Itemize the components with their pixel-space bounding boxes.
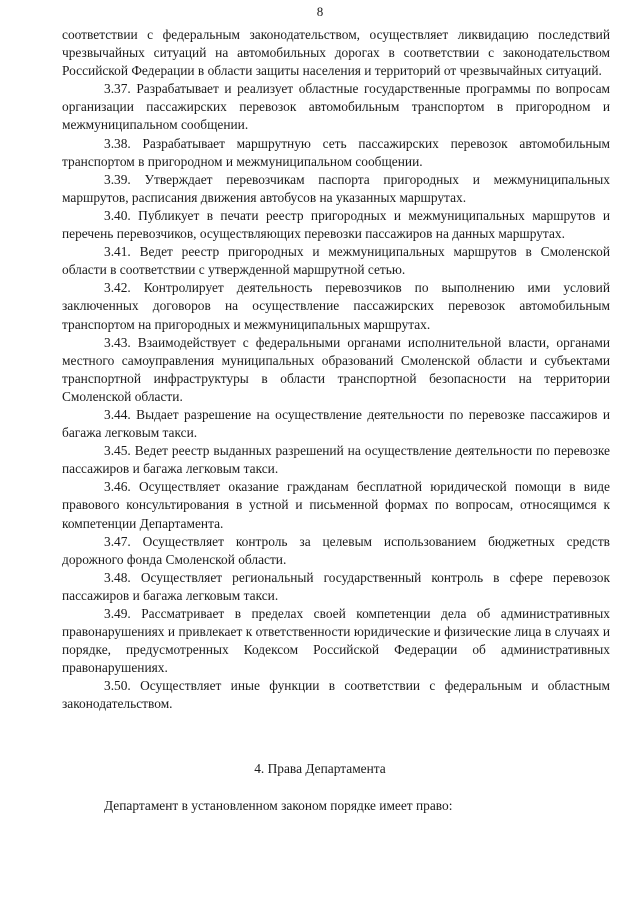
paragraph-3-47: 3.47. Осуществляет контроль за целевым использованием бюджетных средств дорожного фонда Смоленской области.: [62, 533, 610, 567]
section-heading: 4. Права Департамента: [254, 761, 386, 776]
paragraph-3-50: 3.50. Осуществляет иные функции в соответствии с федеральным и областным законодательством.: [62, 678, 610, 712]
paragraph-3-46: 3.46. Осуществляет оказание гражданам бесплатной юридической помощи в виде правового консультирования в устной и письменной формах по вопросам, относящимся к компетенции Департамента.: [62, 479, 610, 531]
closing-line: Департамент в установленном законом порядке имеет право:: [104, 798, 453, 813]
paragraph-3-44: 3.44. Выдает разрешение на осуществление деятельности по перевозке пассажиров и багажа легковым такси.: [62, 406, 610, 441]
paragraph-3-49: 3.49. Рассматривает в пределах своей компетенции дела об административных правонарушениях и привлекает к ответственности юридические и физические лица в случаях и порядке, предусмотренных Кодексом Российской Федерации об административных правонарушениях.: [62, 606, 610, 676]
paragraph-continuation: соответствии с федеральным законодательством, осуществляет ликвидацию последствий чрезвычайных ситуаций на автомобильных дорогах в соответствии с законодательством Российской Федерации в области защиты населения и территорий от чрезвычайных ситуаций.: [62, 27, 610, 79]
body-text: [62, 26, 610, 714]
paragraph-3-42: 3.42. Контролирует деятельность перевозчиков по выполнению ими условий заключенных договоров на осуществление пассажирских перевозок автомобильным транспортом на пригородных и межмуниципальных маршрутах.: [62, 280, 610, 332]
paragraph-3-43: 3.43. Взаимодействует с федеральными органами исполнительной власти, органами местного самоуправления муниципальных образований Смоленской области и субъектами транспортной инфраструктуры в области транспортной безопасности на территории Смоленской области.: [62, 334, 610, 404]
paragraph-3-39: 3.39. Утверждает перевозчикам паспорта пригородных и межмуниципальных маршрутов, расписания движения автобусов на указанных маршрутах.: [62, 171, 610, 205]
paragraph-3-40: 3.40. Публикует в печати реестр пригородных и межмуниципальных маршрутов и перечень перевозчиков, осуществляющих перевозки пассажиров на данных маршрутах.: [62, 207, 610, 242]
paragraph-3-37: 3.37. Разрабатывает и реализует областные государственные программы по вопросам организации пассажирских перевозок автомобильным транспортом в пригородном и межмуниципальном сообщении.: [62, 81, 610, 133]
paragraph-3-45: 3.45. Ведет реестр выданных разрешений на осуществление деятельности по перевозке пассажиров и багажа легковым такси.: [62, 443, 610, 477]
page-number: 8: [316, 4, 324, 19]
paragraph-3-48: 3.48. Осуществляет региональный государственный контроль в сфере перевозок пассажиров и багажа легковым такси.: [62, 569, 610, 603]
paragraph-3-38: 3.38. Разрабатывает маршрутную сеть пассажирских перевозок автомобильным транспортом в пригородном и межмуниципальном сообщении.: [62, 135, 610, 169]
paragraph-3-41: 3.41. Ведет реестр пригородных и межмуниципальных маршрутов в Смоленской области в соответствии с утвержденной маршрутной сетью.: [62, 244, 610, 278]
